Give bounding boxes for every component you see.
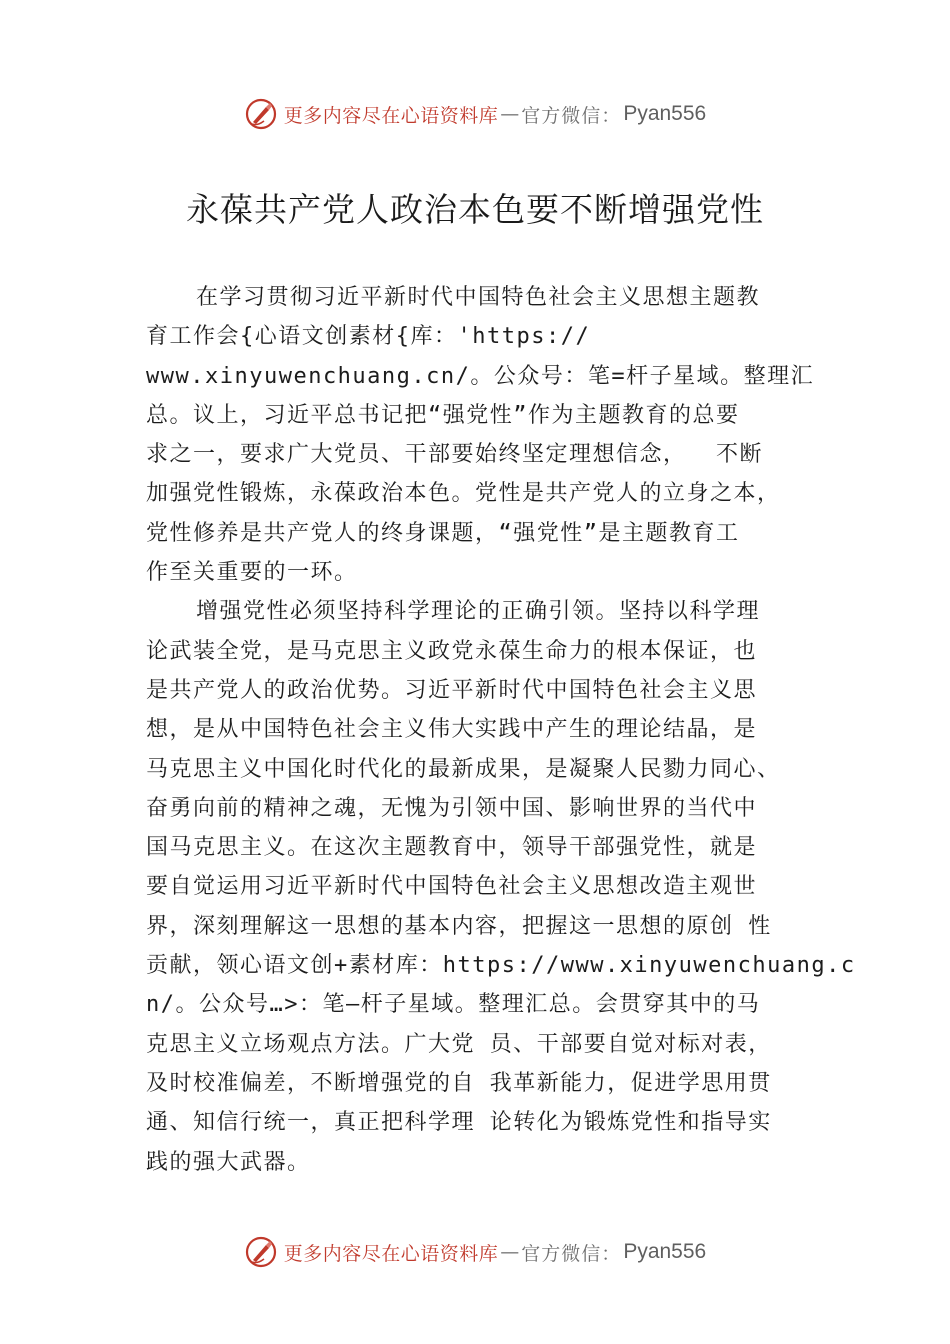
pen-seal-icon xyxy=(244,1235,278,1269)
banner-text: 更多内容尽在心语资料库 xyxy=(283,104,499,127)
text-line: 及时校准偏差，不断增强党的自 我革新能力，促进学思用贯 xyxy=(146,1070,772,1096)
text-line: 通、知信行统一，真正把科学理 论转化为锻炼党性和指导实 xyxy=(146,1110,772,1136)
paragraph-2 xyxy=(146,592,856,1181)
document-body xyxy=(146,278,856,1182)
banner-separator: — xyxy=(500,1241,520,1263)
text-line: 总。议上，习近平总书记把“强党性”作为主题教育的总要 xyxy=(146,402,740,428)
text-line: 践的强大武器。 xyxy=(146,1149,311,1175)
pen-seal-icon xyxy=(244,97,278,131)
paragraph-1 xyxy=(146,278,826,592)
text-line: www.xinyuwenchuang.cn/。公众号：笔=杆子星域。整理汇 xyxy=(146,363,815,389)
banner-contact-label: 官方微信： xyxy=(521,1242,622,1265)
text-line: 育工作会{心语文创素材{库：'https:// xyxy=(146,324,591,350)
text-line: 作至关重要的一环。 xyxy=(146,560,358,586)
text-line: 奋勇向前的精神之魂，无愧为引领中国、影响世界的当代中 xyxy=(146,795,758,821)
text-line: 克思主义立场观点方法。广大党 员、干部要自觉对标对表， xyxy=(146,1031,772,1057)
banner-contact-id: Pyan556 xyxy=(623,102,707,125)
banner-contact-label: 官方微信： xyxy=(521,104,622,127)
header-banner xyxy=(0,94,950,134)
text-line: n/。公众号…>：笔—杆子星域。整理汇总。会贯穿其中的马 xyxy=(146,992,761,1018)
text-line: 国马克思主义。在这次主题教育中，领导干部强党性，就是 xyxy=(146,835,758,861)
text-line: 贡献，领心语文创+素材库：https://www.xinyuwenchuang.c xyxy=(146,953,856,979)
text-line: 马克思主义中国化时代化的最新成果，是凝聚人民勠力同心、 xyxy=(146,756,781,782)
document-title: 永葆共产党人政治本色要不断增强党性 xyxy=(186,190,764,229)
text-line: 在学习贯彻习近平新时代中国特色社会主义思想主题教 xyxy=(196,285,761,310)
banner-separator: — xyxy=(500,103,520,125)
footer-banner xyxy=(0,1232,950,1272)
text-line: 加强党性锻炼，永葆政治本色。党性是共产党人的立身之本， xyxy=(146,481,781,507)
text-line: 增强党性必须坚持科学理论的正确引领。坚持以科学理 xyxy=(196,599,761,625)
text-line: 想，是从中国特色社会主义伟大实践中产生的理论结晶，是 xyxy=(146,717,758,743)
text-line: 求之一，要求广大党员、干部要始终坚定理想信念， 不断 xyxy=(146,442,763,468)
text-line: 论武装全党，是马克思主义政党永葆生命力的根本保证，也 xyxy=(146,638,758,664)
text-line: 界，深刻理解这一思想的基本内容，把握这一思想的原创 性 xyxy=(146,913,772,939)
text-line: 要自觉运用习近平新时代中国特色社会主义思想改造主观世 xyxy=(146,874,758,900)
text-line: 是共产党人的政治优势。习近平新时代中国特色社会主义思 xyxy=(146,677,758,703)
banner-contact-id: Pyan556 xyxy=(623,1240,707,1263)
text-line: 党性修养是共产党人的终身课题，“强党性”是主题教育工 xyxy=(146,520,740,546)
banner-text: 更多内容尽在心语资料库 xyxy=(283,1242,499,1265)
